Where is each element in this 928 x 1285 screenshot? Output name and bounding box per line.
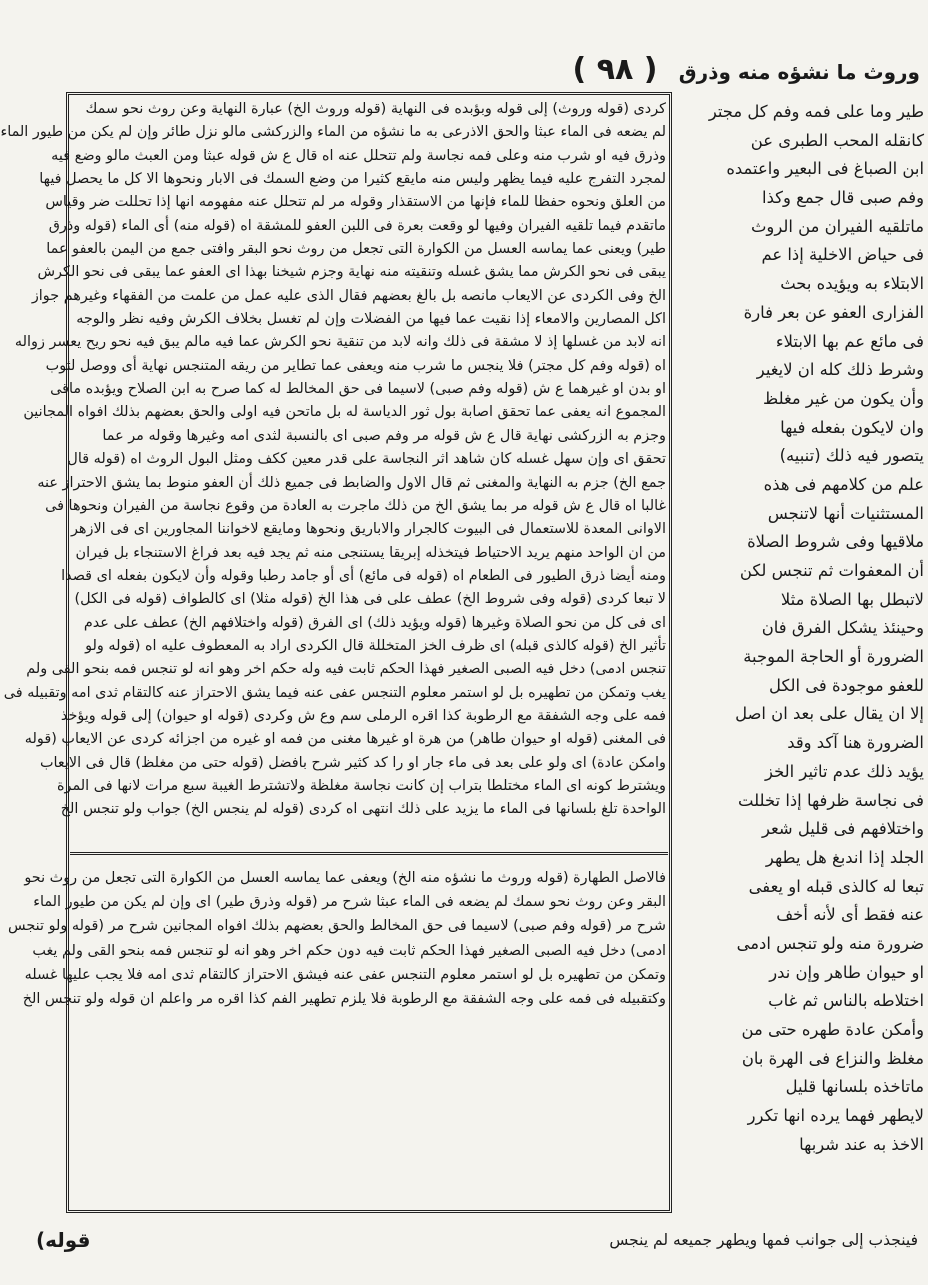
margin-line: يؤيد ذلك عدم تاثير الخز (765, 761, 924, 781)
catchword: (قوله (36, 1228, 91, 1252)
text-line: من العلق ونحوه حفظا للماء فإنها من الاستقذار وقوله مر لم تتحلل عنه مفهومه انها إذا تحللت ضر وقياس (45, 194, 666, 211)
text-line: لمجرد التفرج عليه فيما يظهر وليس منه مايقع كثيرا من وضع السمك فى الابار ونحوها الا كل ما يحصل فيها (39, 171, 666, 188)
margin-line: الاخذ به عند شربها (799, 1134, 924, 1154)
text-line: وامكن عادة) اى ولو على بعد فى ماء جار او را كد كثير شرح بافضل (قوله حتى من مغلظ) قال فى الايعاب (40, 754, 666, 771)
margin-line: او حيوان طاهر وإن ندر (769, 962, 924, 982)
margin-line: الابتلاء به ويؤيده بحث (780, 274, 924, 294)
text-line: لا تبعا كردى (قوله وفى شروط الخ) عطف على فى هذا الخ (قوله مثلا) اى كالطواف (قوله فى الكل) (74, 591, 666, 608)
margin-line: الجلد إذا اندبغ هل يطهر (765, 847, 924, 867)
text-line: او بدن او غيرهما ع ش (قوله وفم صبى) لاسيما فى حق المخالط له كما صرح به ابن الصلاح ويؤبده ماقى (50, 381, 666, 398)
margin-line: كانقله المحب الطبرى عن (750, 130, 924, 150)
text-line: غالبا اه قال ع ش قوله مر بما يشق الخ من ذلك ماجرت به العادة من وقوع نجاسة من الفيران ونحوها فى (45, 497, 666, 514)
text-line: تحقق اى وإن سهل غسله كان شاهد اثر النجاسة على قدر معين ككف ومثل البول الروث اه (قوله قال (67, 451, 666, 468)
text-line: ادمى) دخل فيه الصبى الصغير فهذا الحكم ثابت فيه دون حكم اخر وهو انه لو تنجس فمه بنحو القى ولم يغب (32, 942, 666, 959)
margin-line: عنه فقط أى لأنه أخف (776, 905, 924, 925)
margin-line: طير وما على فمه وفم كل مجتر (708, 102, 924, 121)
text-line: وتمكن من تطهيره بل لو استمر معلوم التنجس عفى عنه فيشق الاحتراز كالتقام ثدى امه فلا يجب عليها غسله (24, 966, 666, 983)
text-line: جمع الخ) جزم به النهاية والمغنى ثم قال الاول والضابط فى جميع ذلك أن العفو منوط بما يشق الاحتراز عنه (37, 474, 666, 491)
text-line: فى المغنى (قوله او حيوان طاهر) من هرة او غيرها مغنى من فمه او غيره من اجزائه كردى عن الايعاب (قوله (24, 731, 666, 748)
page-number: ( ٩٨ ) (572, 52, 658, 87)
margin-line: ابن الصباغ فى البعير واعتمده (726, 159, 924, 179)
margin-line: تبعا له كالذى قبله او يعفى (748, 876, 924, 896)
text-line: كردى (قوله وروث) إلى قوله وبؤبده فى النهاية (قوله وروث الخ) عبارة النهاية وعن روث نحو سمك (85, 101, 666, 117)
main-commentary (0, 98, 666, 846)
text-line: وذرق فيه او شرب منه وعلى فمه نجاسة ولم تتحلل عنه اه قال ع ش قوله عبثا ومن العبث مالو وضع فيه (51, 147, 666, 164)
text-line: شرح مر (قوله وفم صبى) لاسيما فى حق المخالط والحق بعضهم بذلك افواه المجانين شرح مر (قوله ولو تنجس (8, 918, 666, 935)
text-line: اى فى كل من نحو الصلاة وغيرها (قوله ويؤيد ذلك) اى الفرق (قوله واختلافهم الخ) عطف على عدم (83, 614, 666, 631)
text-line: ومنه أيضا ذرق الطيور فى الطعام اه (قوله فى مائع) أى أو جامد رطبا وقوله وأن لايكون بفعله اى قصدا (61, 567, 666, 584)
margin-line: ملاقيها وفى شروط الصلاة (747, 532, 924, 552)
text-line: لم يضعه فى الماء عبثا والحق الاذرعى به ما نشؤه من الماء والزركشى مالو نزل طائر وإن لم يكن من طيور الماء (0, 124, 666, 141)
margin-heading: وروث ما نشؤه منه وذرق (678, 60, 920, 84)
margin-line: فى حياض الاخلية إذا عم (761, 245, 924, 265)
text-line: اه (قوله وفم كل مجتر) فلا ينجس ما شرب منه ويعفى عما تطاير من ريقه المتنجس نهاية أى ووصل لثوب (45, 357, 666, 374)
text-line: فالاصل الطهارة (قوله وروث ما نشؤه منه الخ) ويعفى عما يماسه العسل من الكوارة التى تجعل من روث نحو (24, 870, 666, 886)
margin-line: لاتبطل بها الصلاة مثلا (780, 589, 924, 609)
margin-line: ضرورة منه ولو تنجس ادمى (736, 933, 924, 953)
text-line: الاوانى المعدة للاستعمال فى البيوت كالجرار والاباريق ونحوها ومايقع لاخواننا المجاورين اى فى الازهر (70, 521, 666, 538)
margin-line: لايطهر فهما يرده انها تكرر (747, 1106, 924, 1126)
text-line: الواحدة تلغ بلسانها فى الماء ما يزيد على ذلك انتهى اه كردى (قوله لم ينجس الخ) جواب ولو تنجس الخ (60, 801, 666, 818)
text-line: فمه على وجه الشفقة مع الرطوبة كذا اقره الرملى سم وع ش وكردى (قوله او حيوان) إلى قوله ويؤخذ (60, 707, 666, 724)
margin-line: وفم صبى قال جمع وكذا (762, 188, 924, 208)
margin-line: ماتلقيه الفيران من الروث (750, 216, 924, 236)
section-divider (70, 852, 668, 855)
text-line: طير) ويعنى عما يماسه العسل من الكوارة التى تجعل من روث نحو البقر وافتى جمع من اليمن بالعفو عما (46, 241, 666, 258)
margin-line: علم من كلامهم فى هذه (763, 474, 924, 494)
margin-line: يتصور فيه ذلك (تنبيه) (779, 446, 924, 466)
margin-line: ماتاخذه بلسانها قليل (785, 1077, 924, 1097)
margin-line: الفزارى العفو عن بعر فارة (743, 302, 924, 322)
margin-line: فى نجاسة ظرفها إذا تخللت (738, 790, 924, 810)
footer-line: فينجذب إلى جوانب فمها ويطهر جميعه لم ينجس (609, 1231, 918, 1249)
lower-commentary (8, 866, 666, 1206)
margin-line: وشرط ذلك كله ان لايغير (756, 360, 924, 380)
margin-line: وأن يكون من غير مغلظ (763, 388, 924, 408)
margin-line: إلا ان يقال على بعد ان اصل (735, 704, 924, 724)
margin-line: وحينئذ يشكل الفرق فان (761, 618, 924, 638)
margin-line: واختلافهم فى قليل شعر (761, 819, 924, 839)
margin-line: أن المعفوات ثم تنجس لكن (739, 561, 924, 580)
text-line: انه لابد من غسلها إذ لا مشقة فى ذلك وانه لابد من تنقية نحو الكرش عما فيه مالم يبق فيه نحو ريح يعسر زواله (14, 334, 666, 351)
text-line: المجموع انه يعفى عما تحقق اصابة بول ثور الدياسة له بل ماتحن فيه اولى والحق بعضهم بذلك افواه المجانين (23, 404, 666, 421)
text-line: وجزم به الزركشى نهاية قال ع ش قوله مر وفم صبى اى بالنسبة لثدى امه وغيرها وقوله مر عما (102, 427, 666, 444)
text-line: يغب وتمكن من تطهيره بل لو استمر معلوم التنجس عفى عنه فيما يشق الاحتراز عنه كالتقام ثدى امه وتقبيله فى (3, 684, 666, 701)
margin-line: الضرورة أو الحاجة الموجبة (743, 647, 924, 667)
text-line: اكل المصارين والامعاء إذا نقيت عما فيها من الفضلات وإن لم تغسل بخلاف الكرش وفيه نظر والوجه (76, 311, 666, 328)
text-line: ماتقدم فيما تلقيه الفيران وفيها لو وقعت بعرة فى اللبن العفو للمشقة اه (قوله منه) أى الماء (قوله وذرق (48, 217, 666, 234)
margin-line: اختلاطه بالناس ثم غاب (768, 991, 924, 1011)
text-line: البقر وعن روث نحو سمك لم يضعه فى الماء عبثا شرح مر (قوله وذرق طير) اى وإن لم يكن من طيور الماء (33, 894, 666, 911)
text-line: تأثير الخ (قوله كالذى قبله) اى ظرف الخز المتخللة قال الكردى اراد به المعطوف عليه اه (قوله ولو (85, 637, 666, 654)
text-line: من ان الواحد منهم يريد الاحتياط فيتخذله إبريقا يستنجى منه ثم يجد فيه بعد فراغ الاستنجاء بل فيران (75, 544, 666, 561)
margin-line: مغلظ والنزاع فى الهرة بان (741, 1048, 924, 1068)
margin-line: للعفو موجودة فى الكل (769, 675, 924, 695)
margin-text-column (684, 98, 924, 1213)
margin-line: وأمكن عادة طهره حتى من (741, 1020, 924, 1039)
text-line (72, 822, 666, 845)
text-line: ويشترط كونه اى الماء مختلطا بتراب إن كانت نجاسة مغلظة ولاتشترط الغيبة سبع مرات لانها فى المرة (56, 777, 666, 794)
text-line: الخ وفى الكردى عن الايعاب مانصه بل بالغ بعضهم فقال الذى عليه عمل من علمت من الفقهاء وغيرهم جواز (31, 287, 666, 304)
margin-line: المستثنيات أنها لاتنجس (767, 503, 924, 523)
text-line: وكتقبيله فى فمه على وجه الشفقة مع الرطوبة فلا يلزم تطهير الفم كذا اقره مر واعلم ان قوله ولو تنجس الخ (22, 990, 666, 1007)
margin-line: فى مائع عم بها الابتلاء (775, 331, 924, 351)
text-line: يبقى فى نحو الكرش مما يشق غسله وتنقيته منه نهاية وجزم شيخنا بهذا اى العفو عما يبقى فى نحو الكرش (37, 264, 666, 281)
margin-line: وان لايكون بفعله فيها (780, 417, 924, 437)
text-line: تنجس ادمى) دخل فيه الصبى الصغير فهذا الحكم ثابت فيه وله حكم اخر وهو انه لو تنجس فمه بنحو القى ولم (26, 661, 666, 678)
margin-line: الضرورة هنا آكد وقد (787, 733, 924, 753)
